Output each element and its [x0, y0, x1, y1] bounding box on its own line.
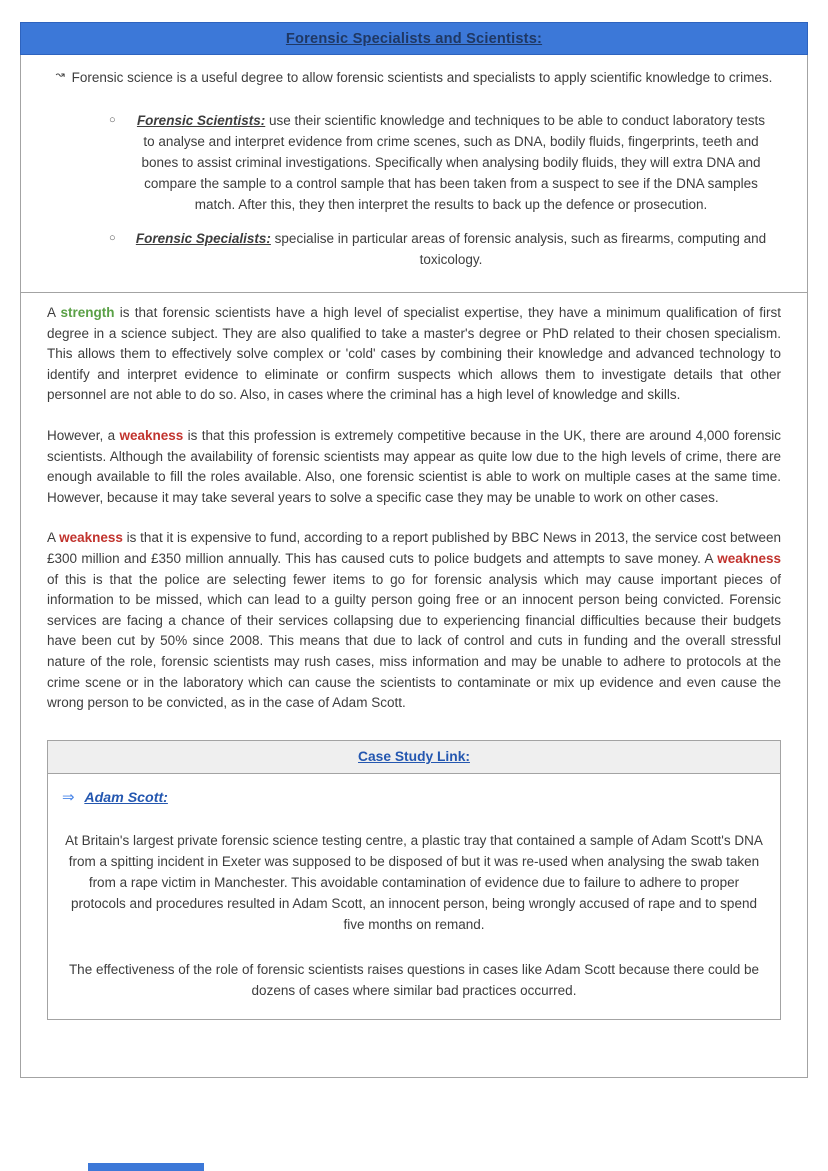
paragraph-text: A	[47, 305, 61, 320]
weakness-paragraph-1	[47, 426, 781, 508]
adam-scott-link[interactable]: Adam Scott:	[84, 789, 168, 806]
paragraph-text: is that this profession is extremely competitive because in the UK, there are around 4,000 forensic scientists. Although the availability of forensic scientists may appear as quite low due to the high levels of crime, there are enough available to fill the roles available. Also, one forensic scientist is able to work on multiple cases at the same time. However, because it may take several years to solve a specific case they may be unable to work on other cases.	[47, 427, 781, 505]
term-definition: specialise in particular areas of forensic analysis, such as firearms, computing and toxicology.	[274, 231, 767, 267]
bullet-circle-icon: ○	[109, 114, 116, 126]
list-item-forensic-specialists	[109, 228, 769, 270]
paragraph-text: is that it is expensive to fund, according to a report published by BBC News in 2013, the service cost between £300 million and £350 million annually. This has caused cuts to police budgets and attempts to save money. A	[47, 530, 781, 566]
intro-paragraph	[45, 65, 783, 88]
document-body	[20, 22, 808, 1078]
next-section-header-fragment	[88, 1163, 204, 1171]
case-study-paragraph-1: At Britain's largest private forensic science testing centre, a plastic tray that contained a sample of Adam Scott's DNA from a spitting incident in Exeter was supposed to be disposed of but it was re-used when analysing the swab taken from a rape victim in Manchester. This avoidable contamination of evidence due to failure to adhere to proper protocols and procedures resulted in Adam Scott, an innocent person, being wrongly accused of rape and to spend five months on remand.	[65, 832, 763, 932]
bullet-circle-icon: ○	[109, 232, 116, 244]
paragraph-text: However, a	[47, 427, 120, 443]
weakness-keyword: weakness	[59, 530, 123, 546]
strength-paragraph	[47, 303, 781, 406]
term-definition: use their scientific knowledge and techniques to be able to conduct laboratory tests to analyse and interpret evidence from crime scenes, such as DNA, bodily fluids, fingerprints, teeth and bones to assist criminal investigations. Specifically when analysing bodily fluids, they will extra DNA and compare the sample to a control sample that has been taken from a suspect to see if the DNA samples match. After this, they then interpret the results to back up the defence or prosecution.	[141, 113, 766, 212]
wave-arrow-icon: ↝	[55, 69, 65, 81]
analysis-box	[20, 293, 808, 1078]
weakness-keyword: weakness	[119, 427, 184, 443]
list-item-forensic-scientists	[109, 110, 769, 215]
weakness-paragraph-2	[47, 528, 781, 713]
paragraph-text: A	[47, 530, 60, 546]
case-link-line	[62, 788, 766, 806]
paragraph-text: of this is that the police are selecting fewer items to go for forensic analysis which may cause important pieces of information to be missed, which can lead to a guilty person going free or an innocent person being convicted. Forensic services are facing a chance of their services collapsing due to experiencing financial difficulties because their budgets have been cut by 50% since 2008. This means that due to lack of control and cuts in funding and the overall stressful nature of the role, forensic scientists may rush cases, miss information and may be unable to adhere to protocols at the crime scene or in the laboratory which can cause the scientists to contaminate or mix up evidence and even cause the wrong person to be convicted, as in the case of Adam Scott.	[47, 571, 781, 711]
weakness-keyword: weakness	[717, 550, 781, 566]
paragraph-text: is that forensic scientists have a high level of specialist expertise, they have a minimum qualification of first degree in a science subject. They are also qualified to take a master's degree or PhD related to their chosen specialism. This allows them to effectively solve complex or 'cold' cases by combining their knowledge and advanced technology to identify and interpret evidence to eliminate or confirm suspects which allows them to investigate details that other personnel are not able to do so. Also, in cases where the criminal has a high level of knowledge and skills.	[47, 305, 781, 403]
case-study-link-title[interactable]: Case Study Link:	[358, 749, 470, 765]
page-title: Forensic Specialists and Scientists:	[285, 30, 543, 47]
definition-list	[45, 110, 783, 270]
intro-text: Forensic science is a useful degree to allow forensic scientists and specialists to apply scientific knowledge to crimes.	[71, 70, 773, 85]
term-label: Forensic Scientists:	[136, 113, 266, 128]
case-study-body	[48, 774, 780, 1019]
strength-keyword: strength	[60, 305, 115, 320]
section-header-bar	[20, 22, 808, 55]
double-arrow-icon: ⇒	[62, 788, 75, 806]
case-study-box	[47, 740, 781, 1020]
case-study-paragraph-2: The effectiveness of the role of forensic scientists raises questions in cases like Adam Scott because there could be dozens of cases where similar bad practices occurred.	[68, 961, 760, 998]
term-label: Forensic Specialists:	[135, 231, 271, 246]
definitions-box	[20, 55, 808, 293]
case-study-header	[48, 741, 780, 774]
